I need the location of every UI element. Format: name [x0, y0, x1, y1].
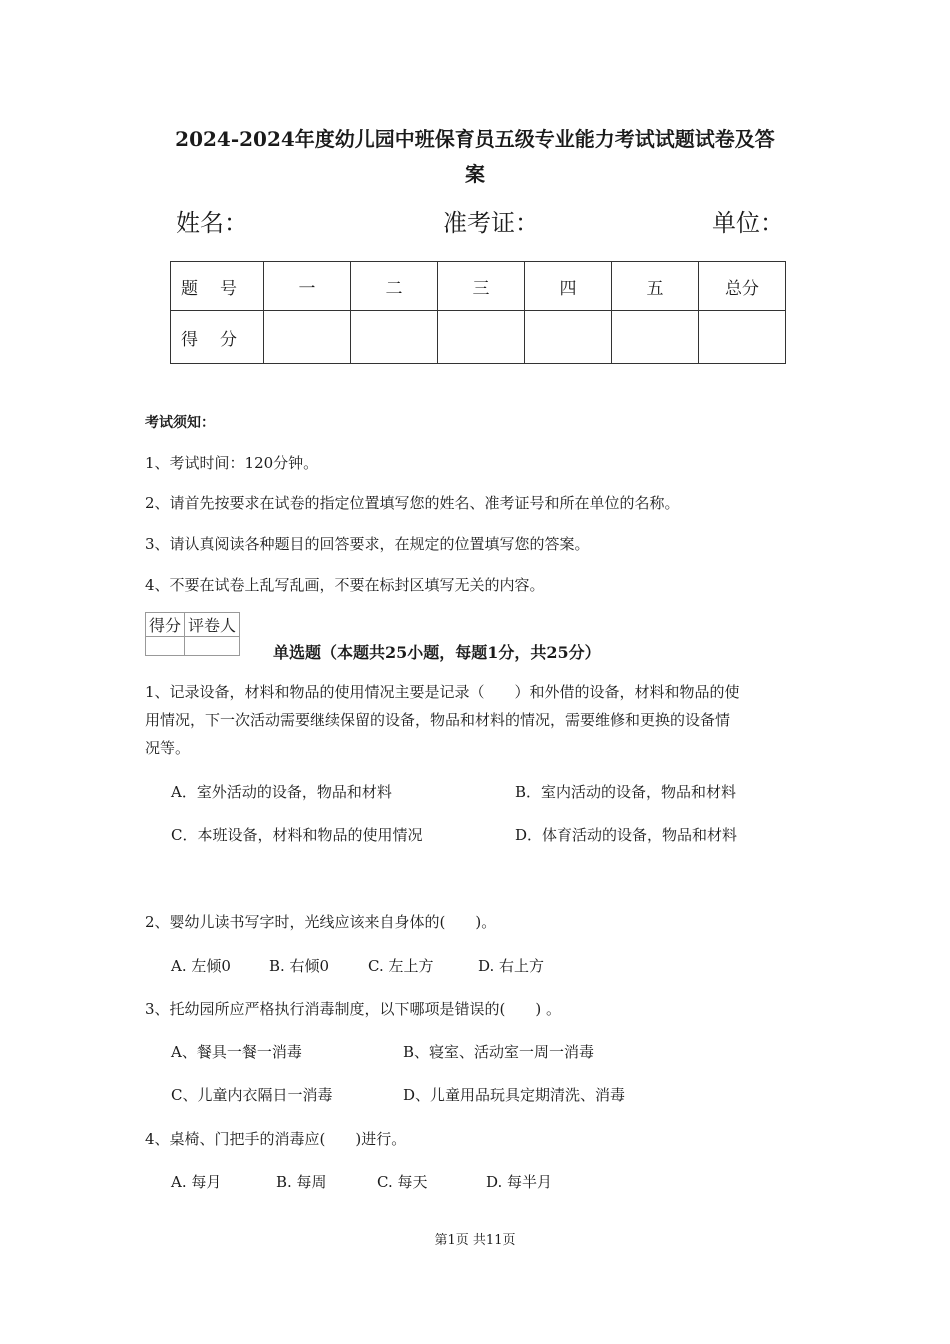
- question-4-option-b: B. 每周: [276, 1173, 327, 1191]
- question-1-option-b: B．室内活动的设备，物品和材料: [515, 783, 737, 801]
- column-header-total: 总分: [699, 262, 786, 311]
- score-row-label: 得分: [171, 311, 264, 364]
- question-3-line: 3、托幼园所应严格执行消毒制度，以下哪项是错误的( ) 。: [145, 1000, 562, 1018]
- grader-score-label: 得分: [146, 613, 185, 637]
- question-4-option-c: C. 每天: [377, 1173, 428, 1191]
- question-1-option-a: A．室外活动的设备，物品和材料: [171, 783, 392, 801]
- column-header: 二: [351, 262, 438, 311]
- grader-name-cell[interactable]: [185, 637, 240, 656]
- question-4-line: 4、桌椅、门把手的消毒应( )进行。: [145, 1130, 407, 1148]
- score-cell[interactable]: [612, 311, 699, 364]
- score-table-score-row: [171, 311, 786, 364]
- document-title-line-1: 2024-2024年度幼儿园中班保育员五级专业能力考试试题试卷及答: [175, 127, 775, 151]
- score-cell-total[interactable]: [699, 311, 786, 364]
- question-3-option-b: B、寝室、活动室一周一消毒: [403, 1043, 595, 1061]
- score-cell[interactable]: [525, 311, 612, 364]
- question-2-option-a: A. 左倾0: [171, 957, 231, 975]
- question-1-line: 况等。: [145, 739, 191, 757]
- question-number-header: 题号: [171, 262, 264, 311]
- name-label: 姓名：: [176, 209, 248, 237]
- score-table: [170, 261, 786, 364]
- column-header: 四: [525, 262, 612, 311]
- question-2-line: 2、婴幼儿读书写字时，光线应该来自身体的( )。: [145, 913, 497, 931]
- question-4-option-a: A. 每月: [171, 1173, 222, 1191]
- score-table-header-row: [171, 262, 786, 311]
- grader-table-blank-row: [146, 637, 240, 656]
- column-header: 一: [264, 262, 351, 311]
- question-2-option-c: C. 左上方: [368, 957, 434, 975]
- question-1-line: 1、记录设备，材料和物品的使用情况主要是记录（ ）和外借的设备，材料和物品的使: [145, 683, 740, 701]
- score-cell[interactable]: [351, 311, 438, 364]
- document-title-line-2: 案: [465, 162, 485, 186]
- question-3-option-d: D、儿童用品玩具定期清洗、消毒: [403, 1086, 626, 1104]
- score-cell[interactable]: [438, 311, 525, 364]
- notice-item: 2、请首先按要求在试卷的指定位置填写您的姓名、准考证号和所在单位的名称。: [145, 494, 680, 512]
- section-title: 单选题（本题共25小题，每题1分，共25分）: [273, 643, 601, 662]
- question-1-option-c: C．本班设备，材料和物品的使用情况: [171, 826, 423, 844]
- question-1-line: 用情况，下一次活动需要继续保留的设备，物品和材料的情况，需要维修和更换的设备情: [145, 711, 731, 729]
- column-header: 三: [438, 262, 525, 311]
- question-2-option-b: B. 右倾0: [269, 957, 330, 975]
- notice-title: 考试须知：: [145, 415, 215, 431]
- question-3-option-a: A、餐具一餐一消毒: [171, 1043, 302, 1061]
- question-4-option-d: D. 每半月: [486, 1173, 553, 1191]
- grader-table-header: [146, 613, 240, 637]
- notice-item: 4、不要在试卷上乱写乱画，不要在标封区填写无关的内容。: [145, 576, 545, 594]
- question-1-option-d: D．体育活动的设备，物品和材料: [515, 826, 738, 844]
- question-2-option-d: D. 右上方: [478, 957, 545, 975]
- grader-score-cell[interactable]: [146, 637, 185, 656]
- grader-name-label: 评卷人: [185, 613, 240, 637]
- column-header: 五: [612, 262, 699, 311]
- score-cell[interactable]: [264, 311, 351, 364]
- exam-number-label: 准考证：: [443, 209, 539, 237]
- question-3-option-c: C、儿童内衣隔日一消毒: [171, 1086, 333, 1104]
- page-footer: 第1页 共11页: [434, 1233, 516, 1248]
- unit-label: 单位：: [712, 209, 784, 237]
- notice-item: 1、考试时间：120分钟。: [145, 454, 319, 472]
- grader-table: [145, 612, 240, 656]
- notice-item: 3、请认真阅读各种题目的回答要求，在规定的位置填写您的答案。: [145, 535, 590, 553]
